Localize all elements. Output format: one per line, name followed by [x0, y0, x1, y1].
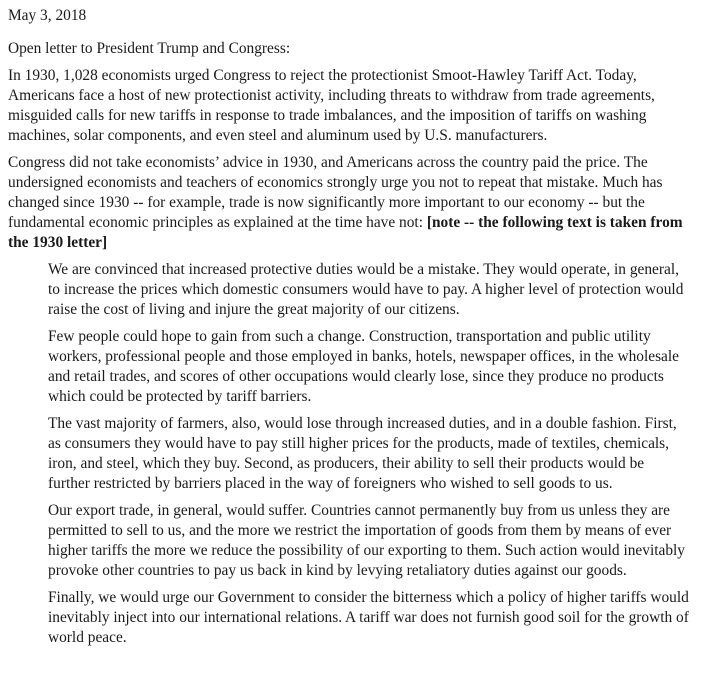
quoted-paragraph-1: We are convinced that increased protective duties would be a mistake. They would operate, in general, to increase the prices which domestic consumers would have to pay. A higher level of protection would raise the cost of living and injure the great majority of our citizens. — [48, 261, 684, 318]
quoted-paragraph-4: Our export trade, in general, would suffer. Countries cannot permanently buy from us unless they are permitted to sell to us, and the more we restrict the importation of goods from them by means of ever higher tariffs the more we reduce the possibility of our exporting to them. Such action would inevitably provoke other countries to pay us back in kind by levying retaliatory duties against our goods. — [48, 502, 685, 579]
editorial-note: [note -- the following text is taken from the 1930 letter] — [8, 214, 683, 251]
quoted-paragraph-2: Few people could hope to gain from such a change. Construction, transportation and public utility workers, professional people and those employed in banks, hotels, newspaper offices, in the wholesale and retail trades, and scores of other occupations would clearly lose, since they produce no products which could be protected by tariff barriers. — [48, 328, 679, 405]
quoted-paragraph-3: The vast majority of farmers, also, would lose through increased duties, and in a double fashion. First, as consumers they would have to pay still higher prices for the products, made of textiles, chemicals, iron, and steel, which they buy. Second, as producers, their ability to sell their products would be further restricted by barriers placed in the way of foreigners who wished to sell goods to us. — [48, 415, 677, 492]
letter-salutation: Open letter to President Trump and Congress: — [8, 40, 291, 57]
quoted-paragraph-5: Finally, we would urge our Government to consider the bitterness which a policy of higher tariffs would inevitably inject into our international relations. A tariff war does not furnish good soil for the growth of world peace. — [48, 589, 689, 646]
letter-paragraph-1: In 1930, 1,028 economists urged Congress to reject the protectionist Smoot-Hawley Tariff Act. Today, Americans face a host of new protectionist activity, including threats to withdraw from trade agreements, misguided calls for new tariffs in response to trade imbalances, and the imposition of tariffs on washing machines, solar components, and even steel and aluminum used by U.S. manufacturers. — [8, 67, 655, 144]
letter-paragraph-2 — [8, 153, 689, 253]
letter-date: May 3, 2018 — [8, 7, 87, 24]
letter-paragraph-2-text: Congress did not take economists’ advice in 1930, and Americans across the country paid the price. The undersigned economists and teachers of economics strongly urge you not to repeat that mistake. Much has changed since 1930 -- for example, trade is now significantly more important to our economy -- but the fundamental economic principles as explained at the time have not: — [8, 154, 663, 231]
